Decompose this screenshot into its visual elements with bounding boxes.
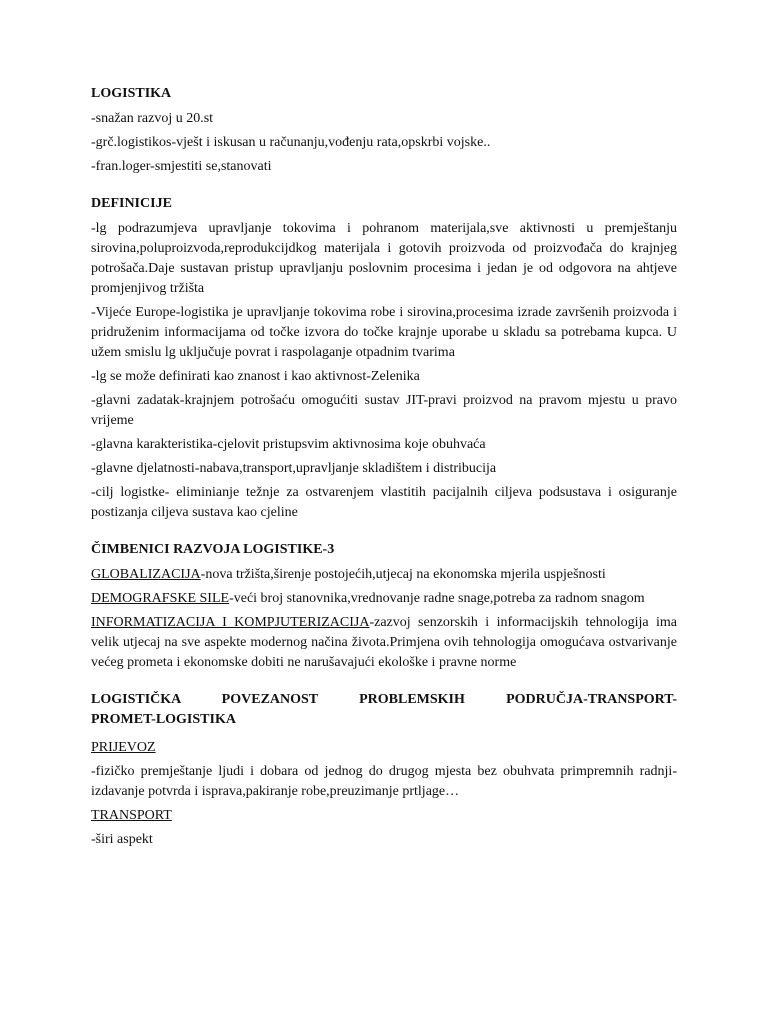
definition-item: -cilj logistke- eliminianje težnje za ostvarenjem vlastitih pacijalnih ciljeva podsustava i osiguranje postizanja ciljeva sustava kao cjeline <box>91 485 677 520</box>
transport-text: -širi aspekt <box>91 832 153 847</box>
factor-term: INFORMATIZACIJA I KOMPJUTERIZACIJA <box>91 615 370 630</box>
heading-definicije: DEFINICIJE <box>91 196 172 211</box>
definition-item: -Vijeće Europe-logistika je upravljanje tokovima robe i sirovina,procesima izrade završenih proizvoda i pridruženim informacijama od točke izvora do točke krajnje uporabe u skladu sa potrebama kupca. U užem smislu lg uključuje povrat i raspolaganje otpadnim tvarima <box>91 305 677 360</box>
text-line: -grč.logistikos-vješt i iskusan u računanju,vođenju rata,opskrbi vojske.. <box>91 135 491 150</box>
text-line: -snažan razvoj u 20.st <box>91 111 214 126</box>
factor-text: -zazvoj senzorskih i informacijskih tehnologija ima velik utjecaj na sve aspekte modernog načina života.Primjena ovih tehnologija omogućava ostvarivanje većeg prometa i ekonomske dobiti ne narušavajući ekološke i pravne norme <box>91 615 677 670</box>
definition-item: -glavna karakteristika-cjelovit pristupsvim aktivnosima koje obuhvaća <box>91 437 486 452</box>
prijevoz-text: -fizičko premještanje ljudi i dobara od jednog do drugog mjesta bez obuhvata primpremnih radnji-izdavanje potvrda i isprava,pakiranje robe,preuzimanje prtljage… <box>91 764 677 799</box>
definition-item: -lg se može definirati kao znanost i kao aktivnost-Zelenika <box>91 369 420 384</box>
definition-item: -lg podrazumjeva upravljanje tokovima i pohranom materijala,sve aktivnosti u premještanju sirovina,poluproizvoda,reprodukcijdkog materijala i gotovih proizvoda od proizvođača do krajnjeg potrošača.Daje sustavan pristup upravljanju poslovnim procesima i jedan je od odgovora na ahtjeve promjenjivog tržišta <box>91 221 677 296</box>
definition-item: -glavne djelatnosti-nabava,transport,upravljanje skladištem i distribucija <box>91 461 497 476</box>
heading-povezanost-line2: PROMET-LOGISTIKA <box>91 712 236 727</box>
subheading-prijevoz: PRIJEVOZ <box>91 740 156 755</box>
heading-povezanost-line1: LOGISTIČKA POVEZANOST PROBLEMSKIH PODRUČJA-TRANSPORT- <box>91 692 677 707</box>
factor-term: DEMOGRAFSKE SILE <box>91 591 230 606</box>
factor-item <box>91 565 677 585</box>
document-body <box>91 84 677 854</box>
heading-logistika: LOGISTIKA <box>91 86 172 101</box>
heading-cimbenici: ČIMBENICI RAZVOJA LOGISTIKE-3 <box>91 542 335 557</box>
factor-item <box>91 613 677 673</box>
factor-text: -nova tržišta,širenje postojećih,utjecaj na ekonomska mjerila uspješnosti <box>200 567 606 582</box>
heading-povezanost <box>91 690 677 730</box>
subheading-transport: TRANSPORT <box>91 808 172 823</box>
factor-item <box>91 589 677 609</box>
text-line: -fran.loger-smjestiti se,stanovati <box>91 159 272 174</box>
factor-term: GLOBALIZACIJA <box>91 567 201 582</box>
factor-text: -veći broj stanovnika,vrednovanje radne snage,potreba za radnom snagom <box>229 591 645 606</box>
definition-item: -glavni zadatak-krajnjem potrošaću omogućiti sustav JIT-pravi proizvod na pravom mjestu u pravo vrijeme <box>91 393 677 428</box>
